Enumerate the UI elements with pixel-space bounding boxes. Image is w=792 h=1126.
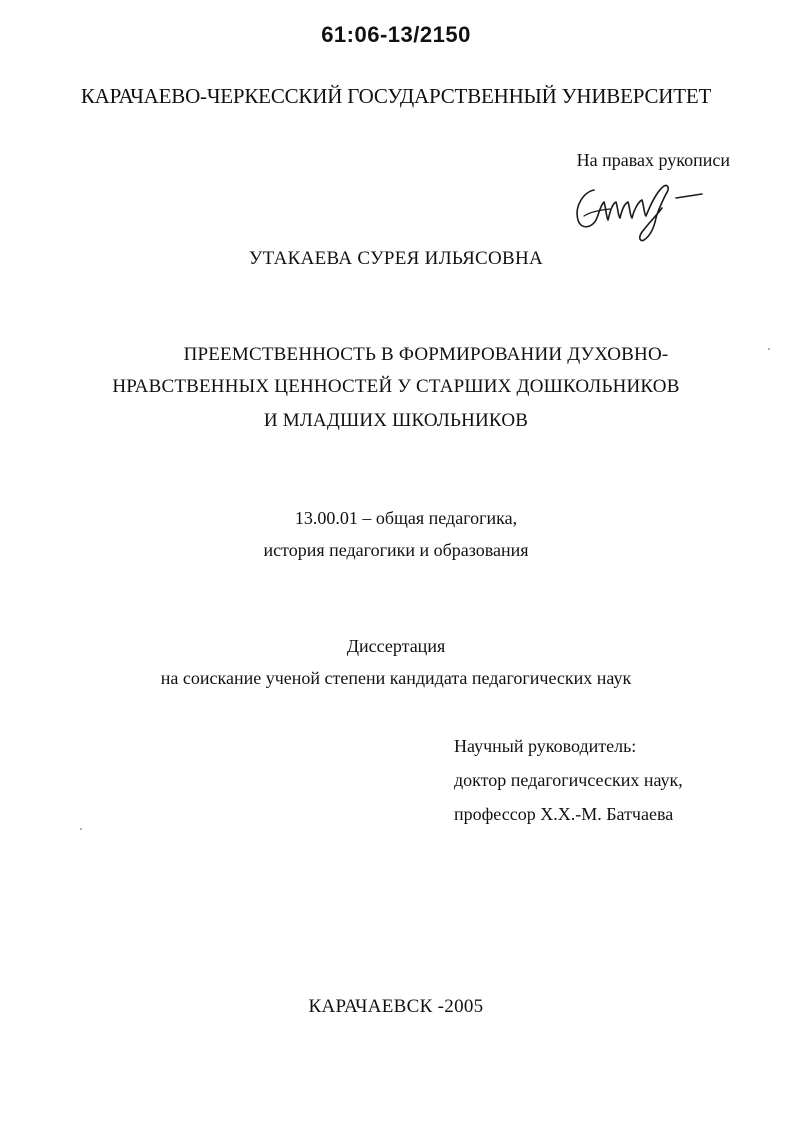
scan-speck <box>768 348 770 350</box>
city-year: КАРАЧАЕВСК -2005 <box>308 996 484 1017</box>
manuscript-rights-note: На правах рукописи <box>576 150 730 170</box>
handwritten-signature <box>566 176 706 246</box>
supervisor-degree: доктор педагогичсеских наук, <box>454 770 683 790</box>
title-line: ПРЕЕМСТВЕННОСТЬ В ФОРМИРОВАНИИ ДУХОВНО- <box>183 344 669 365</box>
archive-stamp-number: 61:06-13/2150 <box>321 22 471 47</box>
supervisor-heading: Научный руководитель: <box>454 736 637 756</box>
supervisor-name: профессор Х.Х.-М. Батчаева <box>454 804 674 824</box>
specialty-line: история педагогики и образования <box>263 540 529 560</box>
title-line: И МЛАДШИХ ШКОЛЬНИКОВ <box>263 410 529 431</box>
dissertation-label: Диссертация <box>346 636 446 656</box>
specialty-line: 13.00.01 – общая педагогика, <box>294 508 518 528</box>
scan-speck <box>80 828 82 830</box>
title-line: НРАВСТВЕННЫХ ЦЕННОСТЕЙ У СТАРШИХ ДОШКОЛЬНИКОВ <box>112 376 680 397</box>
degree-line: на соискание ученой степени кандидата педагогических наук <box>160 668 632 688</box>
author-name: УТАКАЕВА СУРЕЯ ИЛЬЯСОВНА <box>248 248 544 269</box>
university-name: КАРАЧАЕВО-ЧЕРКЕССКИЙ ГОСУДАРСТВЕННЫЙ УНИВЕРСИТЕТ <box>80 84 712 108</box>
